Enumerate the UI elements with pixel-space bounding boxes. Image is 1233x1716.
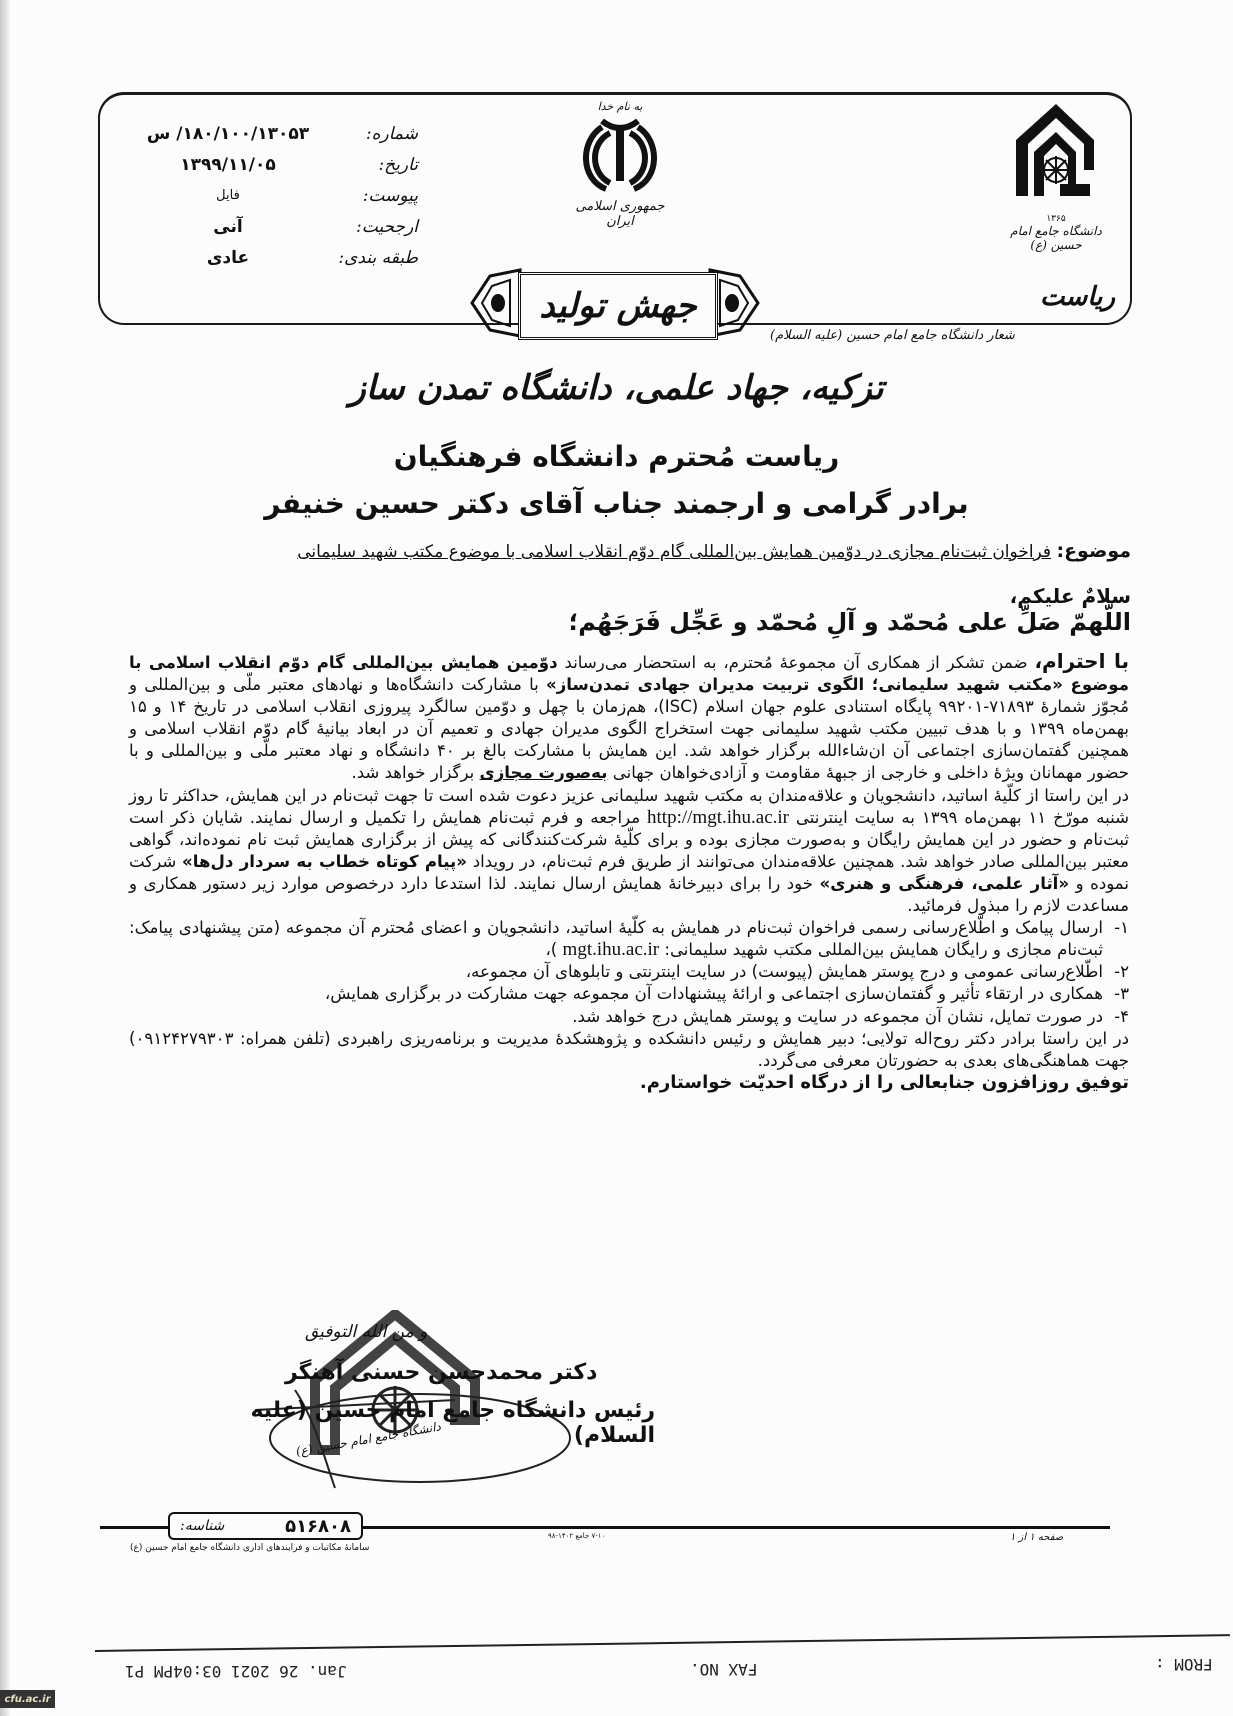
sms-link[interactable]: mgt.ihu.ac.ir [562, 939, 660, 961]
p1-text: ضمن تشکر از همکاری آن مجموعهٔ مُحترم، به استحضار می‌رساند [557, 653, 1035, 672]
paragraph-2 [129, 785, 1129, 918]
university-slogan-label: شعار دانشگاه جامع امام حسین (علیه السلام) [770, 328, 1015, 343]
p1-text: با مشارکت دانشگاه‌ها و نهادهای معتبر ملّی و بین‌المللی و مُجوّز شمارهٔ ۷۱۸۹۳-۹۹۲۰۱ پایگاه استنادی علوم جهان اسلام (ISC)، هم‌زمان با چهل و دوّمین سالگرد پیروزی انقلاب اسلامی در تاریخ ۱۴ و ۱۵ بهمن‌ماه ۱۳۹۹ و با هدف تبیین مکتب شهید سلیمانی جهت استخراج الگوی مدیران جهادی و تعمیم آن در ابعاد بیانیهٔ گام دوّم انقلاب اسلامی و همچنین گفتمان‌سازی اجتماعی آن ان‌شاءالله برگزار خواهد شد. این همایش با مشارکت بالغ بر ۴۰ دانشگاه و نهاد معتبر ملّی و بین‌المللی و با حضور مهمانان ویژهٔ داخلی و خارجی از جبههٔ مقاومت و آزادی‌خواهان جهانی [129, 675, 1129, 783]
p2-text: مراجعه و فرم ثبت‌نام همایش را تکمیل و ارسال نمایند. شایان ذکر است ثبت‌نام و حضور در این همایش رایگان و به‌صورت مجازی بوده و برای کلّیهٔ شرکت‌کنندگانی که پیش از برگزاری همایش ثبت نام نموده‌اند، گواهی معتبر بین‌المللی صادر خواهد شد. همچنین علاقه‌مندان می‌توانند از طریق فرم ثبت‌نام، در رویداد [129, 807, 1130, 871]
list-item [129, 917, 1129, 961]
conference-title: دوّمین همایش بین‌المللی گام دوّم انقلاب اسلامی با موضوع «مکتب شهید سلیمانی؛ الگوی تربیت مدیران جهادی تمدن‌ساز» [129, 653, 1129, 695]
site-watermark: cfu.ac.ir [0, 1690, 55, 1708]
document-id-label: شناسه: [180, 1518, 225, 1534]
p1-text: برگزار خواهد شد. [351, 763, 480, 783]
ornament-left-icon [470, 266, 522, 340]
list-text-part: )، [545, 940, 563, 960]
meta-classification [118, 242, 418, 273]
stamp-text: دانشگاه جامع امام حسین (ع) [294, 1419, 442, 1459]
subject-line [131, 540, 1131, 563]
list-item [129, 983, 1129, 1005]
p2-text: در این راستا از کلّیهٔ اساتید، دانشجویان و علاقه‌مندان به مکتب شهید سلیمانی عزیز دعوت شده است تا جهت ثبت‌نام در این همایش، حداکثر تا روز شنبه مورّخ ۱۱ بهمن‌ماه ۱۳۹۹ به سایت اینترنتی [129, 785, 1130, 827]
request-list [129, 917, 1129, 1027]
iran-emblem [560, 100, 680, 229]
meta-label: پیوست: [362, 185, 418, 206]
meta-value: ۱۸۰/۱۰۰/۱۳۰۵۳/ س [146, 123, 310, 144]
page-number: صفحه ۱ از ۱ [1010, 1532, 1064, 1543]
meta-value: فایل [216, 188, 240, 203]
meta-label: تاریخ: [378, 154, 418, 175]
meta-date [118, 149, 418, 180]
list-text: اطّلاع‌رسانی عمومی و درج پوستر همایش (پیوست) در سایت اینترنتی و تابلوهای آن مجموعه، [465, 962, 1103, 982]
meta-label: شماره: [365, 123, 418, 144]
fax-from: FROM : [1155, 1655, 1213, 1674]
document-id-value: ۵۱۶۸۰۸ [285, 1515, 351, 1537]
p2-text: خود را برای دبیرخانهٔ همایش ارسال نمایند. لذا استدعا دارد درخصوص موارد زیر دستور همکاری و مساعدت لازم را مبذول فرمائید. [129, 873, 1129, 916]
fax-datetime: Jan. 26 2021 03:04PM P1 [125, 1662, 347, 1681]
signatory-title: رئیس دانشگاه جامع امام حسین (علیه السلام) [250, 1398, 655, 1448]
office-title: ریاست [1039, 282, 1115, 312]
list-text: همکاری در ارتقاء تأثیر و گفتمان‌سازی اجتماعی و ارائهٔ پیشنهادات آن مجموعه جهت مشارکت در برگزاری همایش، [324, 984, 1103, 1004]
signature-motto: و من الله التوفیق [305, 1322, 428, 1342]
meta-label: ارجحیت: [356, 216, 418, 237]
list-item [129, 961, 1129, 983]
paragraph-3: در این راستا برادر دکتر روح‌اله تولایی؛ دبیر همایش و رئیس دانشکده و پژوهشکدهٔ مدیریت و برنامه‌ریزی راهبردی (تلفن همراه: ۰۹۱۲۴۲۷۹۳۰۳) جهت هماهنگی‌های بعدی به حضورتان معرفی می‌گردد. [129, 1028, 1129, 1070]
document-id-box [168, 1512, 363, 1540]
letter-meta [118, 118, 418, 273]
list-text [129, 917, 1103, 961]
subject-text: فراخوان ثبت‌نام مجازی در دوّمین همایش بین‌المللی گام دوّم انقلاب اسلامی با موضوع مکتب شهید سلیمانی [297, 542, 1052, 562]
meta-value: آنی [213, 216, 243, 237]
signature-block [215, 1320, 655, 1480]
fax-rule [95, 1634, 1230, 1652]
subject-label: موضوع: [1056, 540, 1131, 562]
list-number: ۱- [1114, 918, 1129, 938]
p1-lead: با احترام، [1034, 649, 1130, 673]
scan-edge-shadow [0, 0, 10, 1716]
meta-value: ۱۳۹۹/۱۱/۰۵ [180, 154, 276, 175]
list-item [129, 1006, 1129, 1028]
meta-priority [118, 211, 418, 242]
emblem-caption: جمهوری اسلامی ایران [575, 199, 665, 229]
p2-text: شرکت نموده و [129, 851, 1129, 893]
closing: توفیق روزافزون جنابعالی را از درگاه احدیّت خواستارم. [639, 1071, 1129, 1093]
iran-emblem-icon [580, 113, 660, 193]
emblem-tag: به نام خدا [597, 100, 643, 113]
virtual-mode: به‌صورت مجازی [479, 763, 608, 783]
meta-value: عادی [206, 247, 250, 268]
fax-number-label: FAX NO. [690, 1660, 758, 1679]
year-motto: جهش تولید [518, 272, 718, 340]
list-number: ۴- [1114, 1006, 1129, 1026]
meta-attachment [118, 180, 418, 211]
greeting: سلامٌ علیکم، [1009, 584, 1131, 608]
meta-number [118, 118, 418, 149]
works-title: «آثار علمی، فرهنگی و هنری» [819, 873, 1070, 893]
addressee-title: ریاست مُحترم دانشگاه فرهنگیان [393, 440, 840, 473]
system-name: سامانهٔ مکاتبات و فرایندهای اداری دانشگاه جامع امام حسین (ع) [130, 1543, 370, 1553]
website-link[interactable]: http://mgt.ihu.ac.ir [647, 806, 789, 828]
year-motto-cartouche [470, 262, 760, 344]
list-number: ۲- [1114, 962, 1129, 982]
paragraph-1 [129, 650, 1129, 785]
meta-label: طبقه بندی: [338, 247, 418, 268]
form-code: ۷-۱۰ جامع ۱۴۰۲-۹۸ [548, 1532, 606, 1540]
letter-body [129, 650, 1129, 1094]
addressee-name: برادر گرامی و ارجمند جناب آقای دکتر حسین خنیفر [264, 487, 969, 520]
logo-name: دانشگاه جامع امام حسین (ع) [1010, 224, 1102, 252]
university-slogan: تزکیه، جهاد علمی، دانشگاه تمدن ساز [349, 368, 884, 408]
signatory-name: دکتر محمدحسن حسنی آهنگر [285, 1360, 598, 1385]
event-title: «پیام کوتاه خطاب به سردار دل‌ها» [182, 851, 467, 871]
list-text: در صورت تمایل، نشان آن مجموعه در سایت و پوستر همایش درج خواهد شد. [572, 1006, 1103, 1026]
logo-year: ۱۳۶۵ [1046, 214, 1066, 224]
list-text-part: ارسال پیامک و اطّلاع‌رسانی رسمی فراخوان ثبت‌نام در همایش به کلّیهٔ اساتید، دانشجویان و اعضای مُحترم آن مجموعه (متن پیشنهادی پیامک: ثبت‌نام مجازی و رایگان همایش بین‌المللی مکتب شهید سلیمانی: [129, 918, 1103, 960]
salawat: اللّهمّ صَلِّ علی مُحمّد و آلِ مُحمّد و عَجِّل فَرَجَهُم؛ [568, 608, 1131, 636]
list-number: ۳- [1114, 984, 1129, 1004]
university-logo-icon [1006, 100, 1106, 210]
university-logo [1000, 100, 1112, 252]
